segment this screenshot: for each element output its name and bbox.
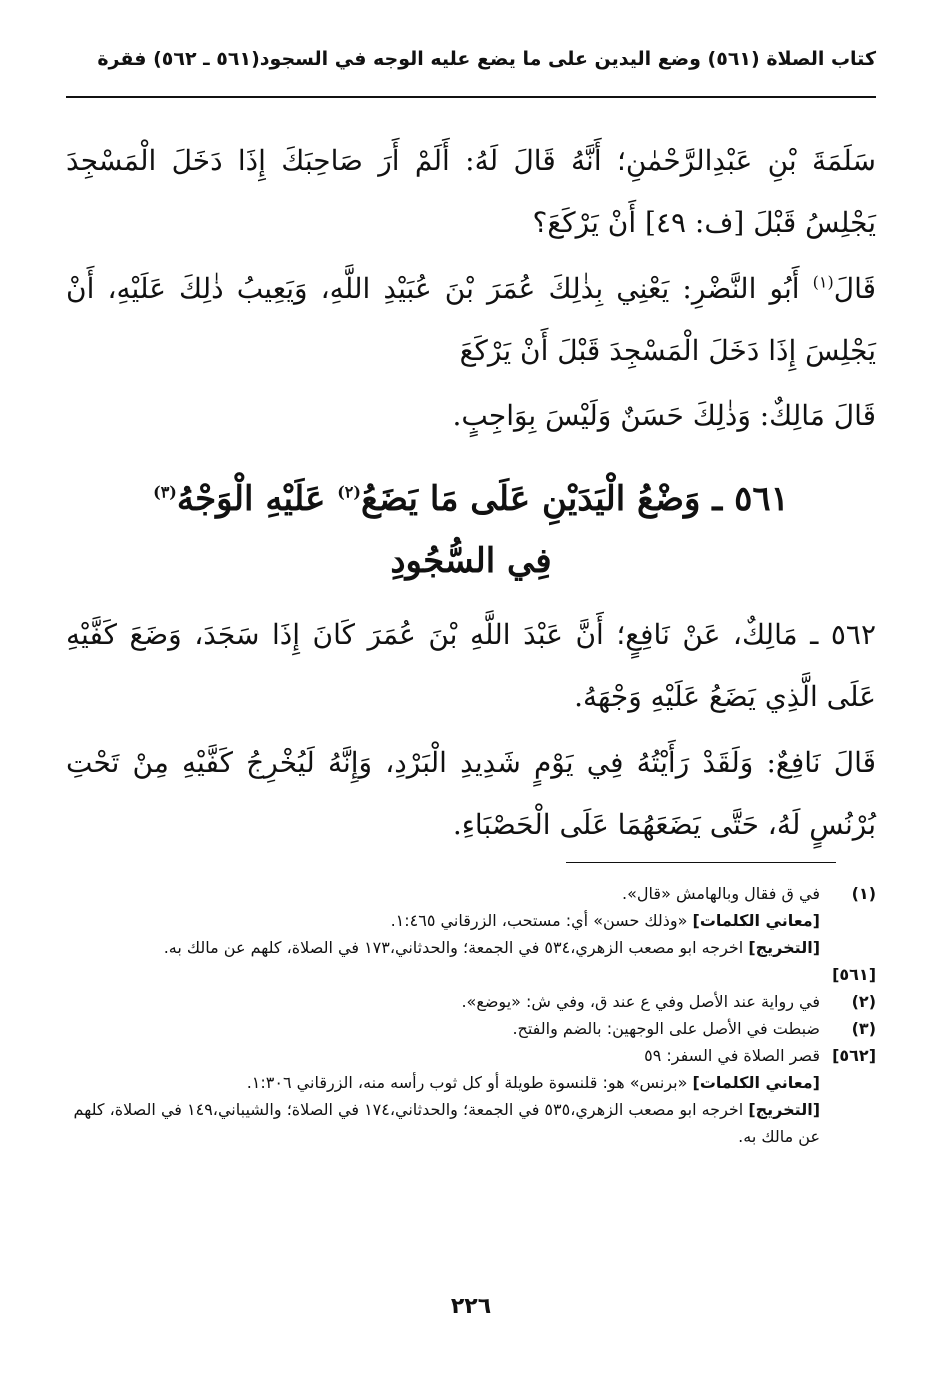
footnote-ref-562: [66, 1042, 876, 1150]
footnote-3-line: ضبطت في الأصل على الوجهين: بالضم والفتح.: [512, 1019, 820, 1038]
footnote-1-line: في ق فقال وبالهامش «قال».: [622, 884, 820, 903]
paragraph-2: [66, 258, 876, 382]
footnote-marker-1[interactable]: (١): [812, 272, 834, 292]
paragraph-1: سَلَمَةَ بْنِ عَبْدِالرَّحْمٰنِ؛ أَنَّهُ قَالَ لَهُ: أَلَمْ أَرَ صَاحِبَكَ إِذَا دَخَلَ الْمَسْجِدَ يَجْلِسُ قَبْلَ [ف: ٤٩] أَنْ يَرْكَعَ؟: [66, 144, 876, 239]
header-rule: [66, 96, 876, 98]
footnote-ref-561: [66, 961, 876, 988]
footnote-1-marker: (١): [851, 884, 876, 903]
footnote-text: «وذلك حسن» أي: مستحب، الزرقاني ١:٤٦٥.: [390, 911, 693, 930]
footnote-1-line: [66, 907, 820, 934]
footnote-rule: [566, 862, 836, 863]
paragraph-2-lead: قَالَ: [833, 272, 876, 305]
footnote-text: «برنس» هو: قلنسوة طويلة أو كل ثوب رأسه منه، الزرقاني ١:٣٠٦.: [246, 1073, 693, 1092]
chapter-heading-line-2: فِي السُّجُودِ: [390, 541, 552, 581]
footnote-1-line: [66, 934, 820, 961]
footnote-text: اخرجه ابو مصعب الزهري،٥٣٥ في الجمعة؛ والحدثاني،١٧٤ في الصلاة؛ والشيباني،١٤٩ في الصلاة، كلهم عن مالك به.: [73, 1100, 820, 1146]
footnote-label: [معاني الكلمات]: [692, 1073, 820, 1092]
footnote-label: [معاني الكلمات]: [692, 911, 820, 930]
footnote-marker-3[interactable]: (٣): [153, 482, 177, 502]
paragraph-4: ٥٦٢ ـ مَالِكٌ، عَنْ نَافِعٍ؛ أَنَّ عَبْدَ اللَّهِ بْنَ عُمَرَ كَانَ إِذَا سَجَدَ، وَضَعَ كَفَّيْهِ عَلَى الَّذِي يَضَعُ عَلَيْهِ وَجْهَهُ.: [66, 618, 876, 713]
footnote-2-line: في رواية عند الأصل وفي ع عند ق، وفي ش: «يوضع».: [461, 992, 820, 1011]
footnote-marker-2[interactable]: (٢): [337, 482, 361, 502]
footnote-ref-561-marker: [٥٦١]: [832, 965, 876, 984]
footnote-ref-562-line: [66, 1096, 820, 1150]
running-header: كتاب الصلاة (٥٦١) وضع اليدين على ما يضع عليه الوجه في السجود(٥٦١ ـ ٥٦٢) فقرة: [97, 48, 876, 70]
footnote-3: [66, 1015, 876, 1042]
footnote-2: [66, 988, 876, 1015]
footnote-2-marker: (٢): [851, 992, 876, 1011]
footnote-ref-562-line: قصر الصلاة في السفر: ٥٩: [644, 1046, 820, 1065]
footnotes: [66, 880, 876, 1150]
paragraph-2-text: أَبُو النَّضْرِ: يَعْنِي بِذٰلِكَ عُمَرَ بْنَ عُبَيْدِ اللَّهِ، وَيَعِيبُ ذٰلِكَ عَلَيْهِ، أَنْ يَجْلِسَ إِذَا دَخَلَ الْمَسْجِدَ قَبْلَ أَنْ يَرْكَعَ: [66, 272, 876, 367]
heading-part-2: عَلَيْهِ الْوَجْهُ: [176, 479, 338, 519]
footnote-text: اخرجه ابو مصعب الزهري،٥٣٤ في الجمعة؛ والحدثاني،١٧٣ في الصلاة، كلهم عن مالك به.: [163, 938, 749, 957]
footnote-ref-562-line: [66, 1069, 820, 1096]
chapter-heading: [66, 468, 876, 592]
paragraph-3: قَالَ مَالِكٌ: وَذٰلِكَ حَسَنٌ وَلَيْسَ بِوَاجِبٍ.: [452, 399, 876, 432]
footnote-label: [التخريج]: [748, 1100, 820, 1119]
chapter-heading-line-1: [66, 468, 876, 530]
page-number: ٢٢٦: [450, 1294, 492, 1319]
heading-part-1: ٥٦١ ـ وَضْعُ الْيَدَيْنِ عَلَى مَا يَضَعُ: [360, 479, 789, 519]
footnote-ref-562-marker: [٥٦٢]: [832, 1046, 876, 1065]
footnote-1: [66, 880, 876, 961]
paragraph-5: قَالَ نَافِعٌ: وَلَقَدْ رَأَيْتُهُ فِي يَوْمٍ شَدِيدِ الْبَرْدِ، وَإِنَّهُ لَيُخْرِجُ كَفَّيْهِ مِنْ تَحْتِ بُرْنُسٍ لَهُ، حَتَّى يَضَعَهُمَا عَلَى الْحَصْبَاءِ.: [66, 746, 876, 841]
footnote-label: [التخريج]: [748, 938, 820, 957]
footnote-3-marker: (٣): [851, 1019, 876, 1038]
